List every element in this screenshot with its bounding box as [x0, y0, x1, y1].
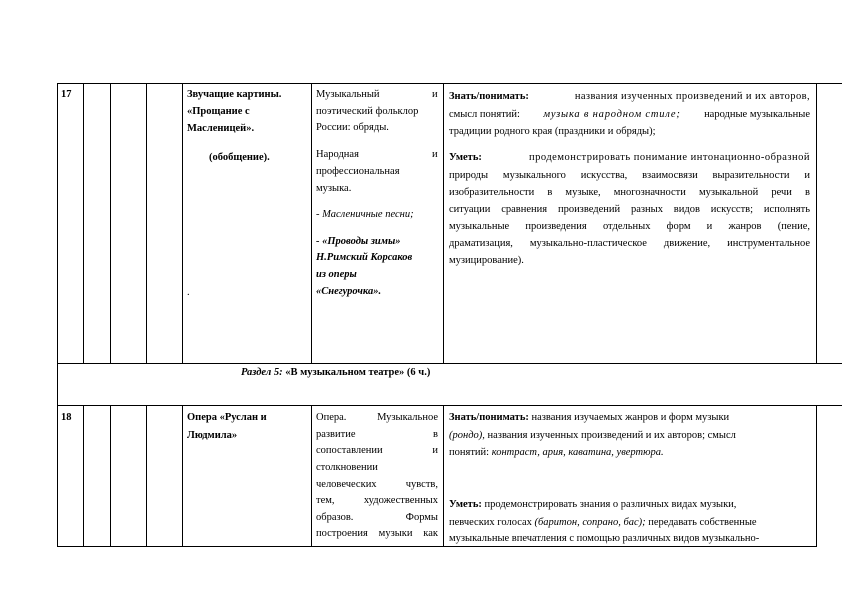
row18-can-text-2c: передавать собственные [648, 517, 757, 528]
row18-content-1a: Опера. [316, 412, 347, 423]
col-line-5 [311, 83, 312, 364]
row17-content-4-right: и [432, 149, 438, 160]
row18-know-line-1 [449, 409, 729, 426]
row17-know-text-3: традиции родного края (праздники и обряды); [449, 126, 656, 137]
row18-topic-title-1: Опера «Руслан и [187, 412, 267, 423]
row17-content-4: Народная [316, 149, 359, 160]
col-line-6 [443, 83, 444, 364]
row18-know-line-2 [449, 427, 736, 444]
row18-can-text-1: продемонстрировать знания о различных видах музыки, [484, 499, 737, 510]
row18-content-4: столкновении [316, 462, 378, 473]
row17-content-11: «Снегурочка». [316, 286, 382, 297]
col-line-7-r18 [816, 405, 817, 547]
row18-can-line-2 [449, 514, 757, 531]
col-line-2 [110, 83, 111, 364]
col-line-0 [57, 83, 58, 547]
row18-content-line-3 [316, 442, 438, 459]
row17-content-5: профессиональная [316, 166, 400, 177]
row17-content-9: Н.Римский Корсаков [316, 252, 413, 263]
row18-know-label: Знать/понимать: [449, 412, 529, 423]
row18-know-line-3 [449, 444, 664, 461]
col-line-1 [83, 83, 84, 364]
col-line-4 [182, 83, 183, 364]
row18-content-line-7 [316, 509, 438, 526]
section-heading [241, 364, 430, 381]
row18-topic-title-2: Людмила» [187, 430, 238, 441]
row17-can-text-1: продемонстрировать понимание интонационно-образной [529, 152, 810, 163]
col-line-7 [816, 83, 817, 364]
row17-know-line-2 [449, 106, 810, 123]
section-prefix: Раздел 5: [241, 367, 283, 378]
row17-content-6: музыка. [316, 183, 352, 194]
row17-border-bottom [57, 363, 842, 364]
row17-content-3: России: обряды. [316, 122, 389, 133]
row17-topic-dot: . [187, 287, 190, 298]
row18-content-line-2 [316, 426, 438, 443]
row17-content-8: - «Проводы зимы» [316, 236, 401, 247]
row18-content-3: сопоставлении [316, 445, 383, 456]
col-line-3 [146, 83, 147, 364]
row17-know-label: Знать/понимать: [449, 91, 529, 102]
row17-topic-title-1: Звучащие картины. [187, 89, 282, 100]
row18-can-line-1 [449, 496, 736, 513]
row18-know-text-2a: (рондо), [449, 430, 485, 441]
row18-know-text-1: названия изучаемых жанров и форм музыки [531, 412, 730, 423]
row17-topic-note: (обобщение). [209, 152, 270, 163]
row18-content-7a: образов. [316, 512, 354, 523]
row17-content-2: поэтический фольклор [316, 106, 419, 117]
row18-know-text-3b: контраст, ария, каватина, увертюра. [491, 447, 664, 458]
row18-content-line-1 [316, 409, 438, 426]
row18-content-1b: Музыкальное [377, 412, 438, 423]
row18-content-6: тем, художественных [316, 495, 438, 506]
row17-content-1: Музыкальный [316, 89, 380, 100]
section-border-bottom [57, 405, 842, 406]
row17-content-10: из оперы [316, 269, 357, 280]
row17-know-text-2c: народные музыкальные [704, 109, 810, 120]
row17-can-text-5: музыкальные произведения отдельных форм и жанров (пение, [449, 221, 810, 232]
row18-can-label: Уметь: [449, 499, 482, 510]
row17-can-text-7: музицирование). [449, 255, 524, 266]
table-border-top [57, 83, 842, 84]
row17-can-line-1 [449, 149, 810, 166]
row17-topic-title-2: «Прощание с [187, 106, 250, 117]
col-line-3-r18 [146, 405, 147, 547]
row18-content-3b: и [432, 445, 438, 456]
row18-content-8: построения музыки как [316, 528, 438, 539]
row17-can-text-6: драматизация, музыкально-пластическое движение, инструментальное [449, 238, 810, 249]
row18-can-text-2a: певческих голосах [449, 517, 532, 528]
row17-content-1-right: и [432, 89, 438, 100]
row17-can-text-2: природы музыкального искусства, взаимосвязи выразительности и [449, 170, 810, 181]
col-line-6-r18 [443, 405, 444, 547]
row17-know-line-1 [449, 88, 810, 105]
row17-know-text-2b: музыка в народном стиле; [543, 109, 681, 120]
row18-know-text-3a: понятий: [449, 447, 490, 458]
section-title: «В музыкальном театре» (6 ч.) [285, 367, 431, 378]
col-line-1-r18 [83, 405, 84, 547]
row18-content-5: человеческих чувств, [316, 479, 438, 490]
row17-number: 17 [61, 89, 72, 100]
row18-know-text-2b: названия изученных произведений и их авторов; смысл [487, 430, 736, 441]
row17-can-label: Уметь: [449, 152, 482, 163]
col-line-5-r18 [311, 405, 312, 547]
col-line-2-r18 [110, 405, 111, 547]
row17-content-7: - Масленичные песни; [316, 209, 414, 220]
row18-can-text-3: музыкальные впечатления с помощью различных видов музыкально- [449, 533, 760, 544]
row17-know-text-1: названия изученных произведений и их авторов, [574, 91, 810, 102]
row18-number: 18 [61, 412, 72, 423]
row17-topic-title-3: Масленицей». [187, 123, 255, 134]
row18-content-2b: в [433, 429, 438, 440]
row17-know-text-2a: смысл понятий: [449, 109, 520, 120]
row18-content-2a: развитие [316, 429, 356, 440]
row18-can-text-2b: (баритон, сопрано, бас); [534, 517, 646, 528]
row17-can-text-4: ситуации сравнения произведений разных видов искусств; исполнять [449, 204, 810, 215]
col-line-4-r18 [182, 405, 183, 547]
row18-content-7b: Формы [405, 512, 438, 523]
row17-can-text-3: изобразительности в музыке, многозначности музыкальной речи в [449, 187, 810, 198]
